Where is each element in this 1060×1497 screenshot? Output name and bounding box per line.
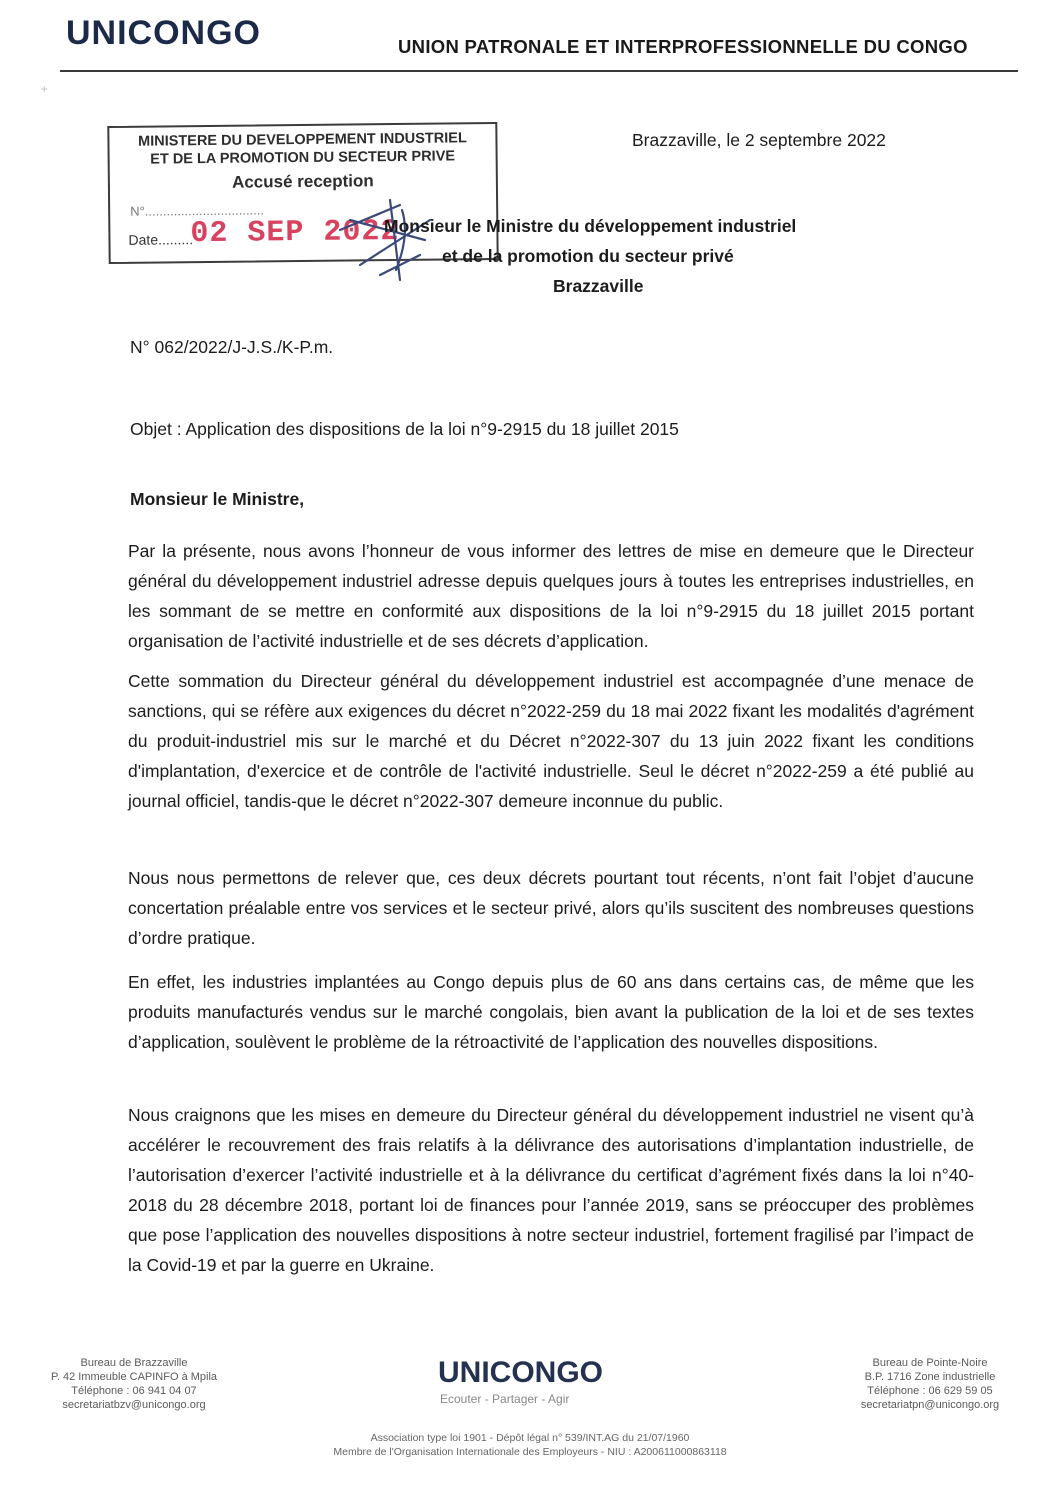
footer-left-line: Téléphone : 06 941 04 07 xyxy=(71,1385,197,1397)
body-paragraph: Nous craignons que les mises en demeure du Directeur général du développement industriel ne visent qu’à accélérer le recouvrement des frais relatifs à la délivrance des autorisations d’implantation industrielle, de l’autorisation d’exercer l’activité industrielle et à la délivrance du certificat d’agrément fixés dans la loi n°40-2018 du 28 décembre 2018, portant loi de finances pour l’année 2019, sans se préoccuper des problèmes que pose l’application des nouvelles dispositions à notre secteur industriel, fortement fragilisé par l’impact de la Covid-19 et par la guerre en Ukraine. xyxy=(128,1105,974,1275)
footer-legal-line-2: Membre de l'Organisation Internationale des Employeurs - NIU : A200611000863118 xyxy=(333,1446,727,1458)
footer-brazzaville-office xyxy=(34,1356,234,1412)
stamp-ministry-line1: MINISTERE DU DEVELOPPEMENT INDUSTRIEL xyxy=(138,130,467,150)
stamp-number-field: N°................................. xyxy=(130,202,265,219)
addressee-city: Brazzaville xyxy=(553,276,644,296)
footer-left-line: P. 42 Immeuble CAPINFO à Mpila xyxy=(50,1371,218,1383)
header-divider xyxy=(60,70,1018,72)
scan-mark: ⁺ xyxy=(40,84,49,101)
body-paragraph: Cette sommation du Directeur général du développement industriel est accompagnée d’une menace de sanctions, qui se réfère aux exigences du décret n°2022-259 du 18 mai 2022 fixant les modalités d'agrément du produit-industriel mis sur le marché et du Décret n°2022-307 du 13 juin 2022 fixant les conditions d'implantation, d'exercice et de contrôle de l'activité industrielle. Seul le décret n°2022-259 a été publié au journal officiel, tandis-que le décret n°2022-307 demeure inconnue du public. xyxy=(128,671,974,811)
unicongo-logo: UNICONGO xyxy=(66,14,261,52)
reference-number: N° 062/2022/J-J.S./K-P.m. xyxy=(130,337,334,357)
stamp-date-label: Date......... xyxy=(128,231,194,248)
stamp-date-value: 02 SEP 2022 xyxy=(190,214,400,252)
body-paragraph: Nous nous permettons de relever que, ces deux décrets pourtant tout récents, n’ont fait l’objet d’aucune concertation préalable entre vos services et le secteur privé, alors qu’ils suscitent des nombreuses questions d’ordre pratique. xyxy=(128,868,974,948)
footer-left-line: Bureau de Brazzaville xyxy=(80,1357,188,1369)
letter-object: Objet : Application des dispositions de la loi n°9-2915 du 18 juillet 2015 xyxy=(130,419,679,439)
stamp-ministry-line2: ET DE LA PROMOTION DU SECTEUR PRIVE xyxy=(150,148,456,168)
salutation: Monsieur le Ministre, xyxy=(130,489,305,509)
addressee-line-1: Monsieur le Ministre du développement industriel xyxy=(384,216,797,236)
footer-left-email: secretariatbzv@unicongo.org xyxy=(62,1399,206,1411)
footer-right-email: secretariatpn@unicongo.org xyxy=(860,1399,1000,1411)
footer-legal-line-1: Association type loi 1901 - Dépôt légal n° 539/INT.AG du 21/07/1960 xyxy=(370,1432,690,1444)
header-title: UNION PATRONALE ET INTERPROFESSIONNELLE DU CONGO xyxy=(398,36,968,57)
footer-right-line: B.P. 1716 Zone industrielle xyxy=(864,1371,996,1383)
footer-right-line: Bureau de Pointe-Noire xyxy=(872,1357,988,1369)
addressee-line-2: et de la promotion du secteur privé xyxy=(442,246,734,266)
body-paragraph: En effet, les industries implantées au Congo depuis plus de 60 ans dans certains cas, de même que les produits manufacturés vendus sur le marché congolais, bien avant la publication de la loi et de ses textes d’application, soulèvent le problème de la rétroactivité de l’application des nouvelles dispositions. xyxy=(128,972,974,1052)
place-and-date: Brazzaville, le 2 septembre 2022 xyxy=(632,130,886,150)
footer-pointe-noire-office xyxy=(830,1356,1030,1412)
body-paragraph: Par la présente, nous avons l’honneur de vous informer des lettres de mise en demeure que le Directeur général du développement industriel adresse depuis quelques jours à toutes les entreprises industrielles, en les sommant de se mettre en conformité aux dispositions de la loi n°9-2915 du 18 juillet 2015 portant organisation de l’activité industrielle et de ses décrets d’application. xyxy=(128,541,974,651)
footer-slogan: Ecouter - Partager - Agir xyxy=(440,1392,570,1406)
footer-right-line: Téléphone : 06 629 59 05 xyxy=(867,1385,993,1397)
stamp-receipt-label: Accusé reception xyxy=(231,171,374,192)
footer-logo: UNICONGO xyxy=(438,1356,603,1389)
